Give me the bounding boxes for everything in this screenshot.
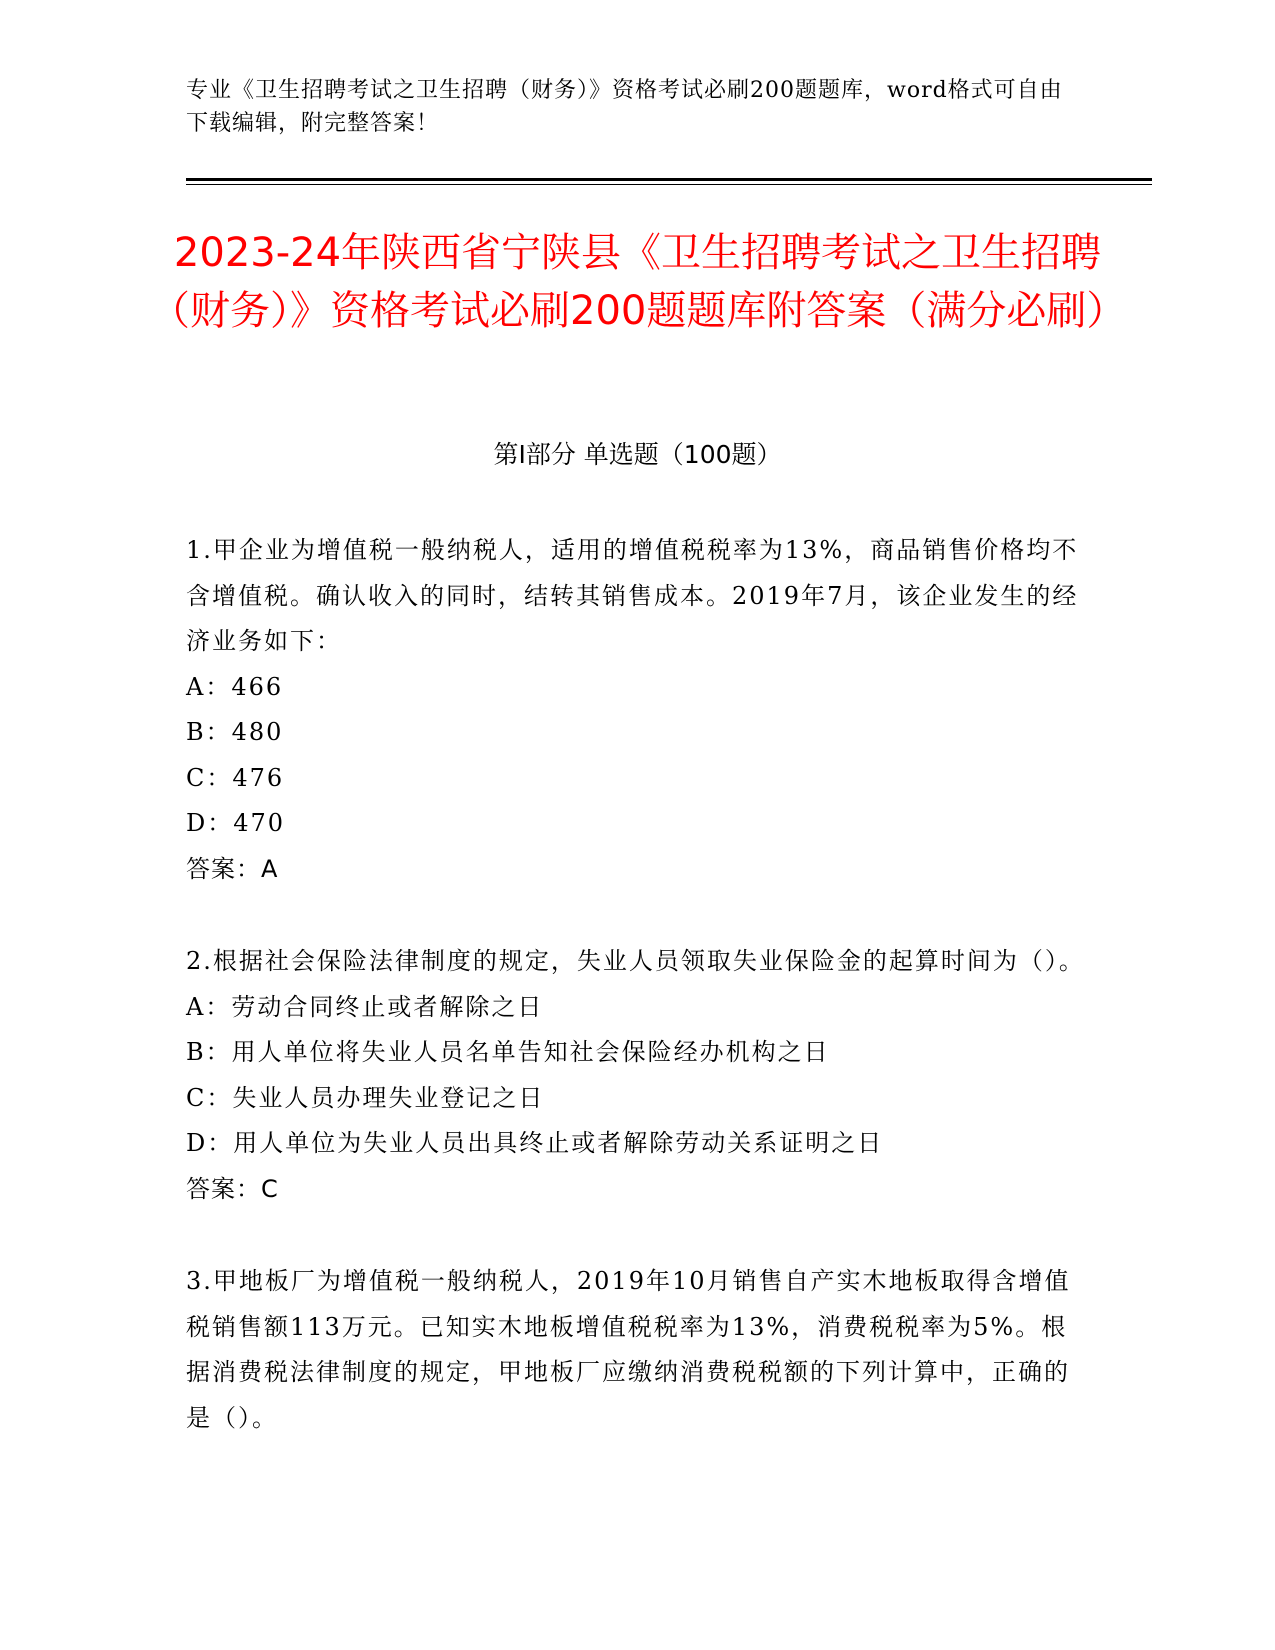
option-c: C：失业人员办理失业登记之日	[186, 1083, 545, 1112]
option-a: A：劳动合同终止或者解除之日	[186, 992, 544, 1021]
section-heading: 第Ⅰ部分 单选题（100题）	[493, 440, 782, 469]
question-1	[186, 528, 1086, 892]
question-stem: 1.甲企业为增值税一般纳税人，适用的增值税税率为13%，商品销售价格均不含增值税。确认收入的同时，结转其销售成本。2019年7月，该企业发生的经济业务如下：	[186, 536, 1079, 655]
option-b: B：用人单位将失业人员名单告知社会保险经办机构之日	[186, 1038, 830, 1066]
header-divider-thick	[186, 178, 1152, 181]
document-title: 2023-24年陕西省宁陕县《卫生招聘考试之卫生招聘（财务）》资格考试必刷200题题库附答案（满分必刷）	[150, 230, 1127, 334]
option-a: A：466	[186, 672, 284, 701]
option-b: B：480	[186, 718, 284, 746]
header-note: 专业《卫生招聘考试之卫生招聘（财务）》资格考试必刷200题题库，word格式可自由下载编辑，附完整答案！	[186, 78, 1063, 136]
question-2	[186, 939, 1086, 1212]
question-list	[186, 528, 1086, 1488]
question-stem: 3.甲地板厂为增值税一般纳税人，2019年10月销售自产实木地板取得含增值税销售额113万元。已知实木地板增值税税率为13%，消费税税率为5%。根据消费税法律制度的规定，甲地板厂应缴纳消费税税额的下列计算中，正确的是（）。	[186, 1267, 1071, 1432]
answer: 答案：A	[186, 854, 279, 883]
answer: 答案：C	[186, 1174, 279, 1203]
question-stem: 2.根据社会保险法律制度的规定，失业人员领取失业保险金的起算时间为（）。	[186, 947, 1085, 975]
option-d: D：470	[186, 809, 286, 837]
header-divider-thin	[186, 184, 1152, 185]
question-3	[186, 1259, 1086, 1441]
option-c: C：476	[186, 763, 285, 792]
option-d: D：用人单位为失业人员出具终止或者解除劳动关系证明之日	[186, 1129, 884, 1157]
